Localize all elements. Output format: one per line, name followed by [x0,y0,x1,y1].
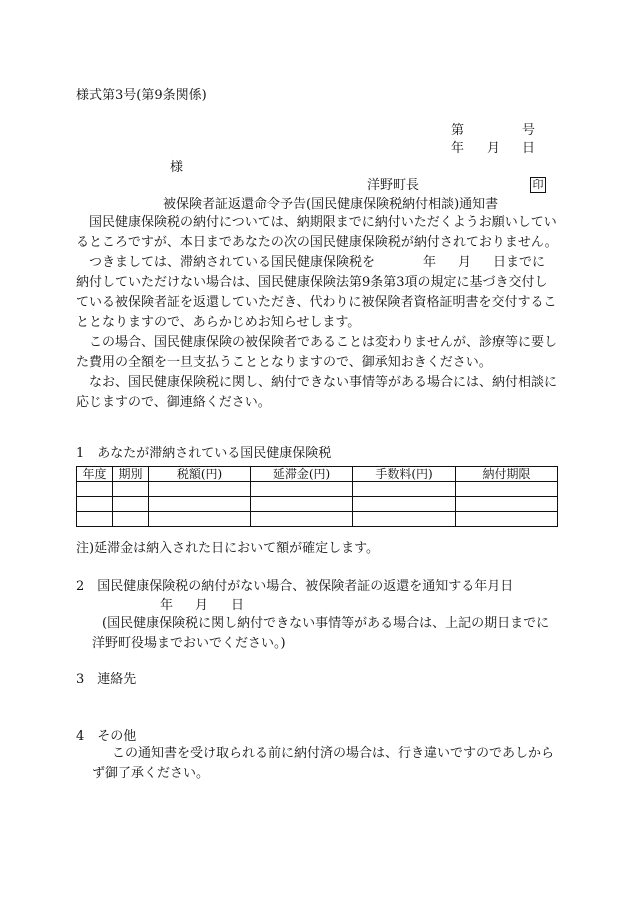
section-2-month-label: 月 [195,598,209,613]
table-cell [353,482,456,497]
issuer-name: 洋野町長 [367,178,420,193]
column-header: 年度 [77,467,113,482]
paragraph-2-part-b: 日までに納付していただけない場合は、国民健康保険法第9条第3項の規定に基づき交付している被保険者証を返還していただき、代わりに被保険者資格証明書を交付することとなりますので、あらかじめお知らせします。 [76,255,557,330]
section-4-text: この通知書を受け取られる前に納付済の場合は、行き違いですのであしからず御了承ください。 [92,746,555,781]
column-header: 延滞金(円) [251,467,353,482]
table-cell [149,482,251,497]
table-cell [353,512,456,527]
column-header: 期別 [113,467,149,482]
paragraph-3: この場合、国民健康保険の被保険者であることは変わりませんが、診療等に要した費用の全額を一旦支払うこととなりますので、御承知おきください。 [76,335,558,370]
number-dai: 第 [451,123,465,138]
table-header-row [77,467,558,482]
column-header: 税額(円) [149,467,251,482]
table-cell [77,482,113,497]
addressee-honorific: 様 [170,160,184,175]
table-cell [353,497,456,512]
table-cell [149,497,251,512]
table-row [77,512,558,527]
table-row [77,482,558,497]
table-cell [77,497,113,512]
section-3-heading: 3 連絡先 [76,672,137,687]
date-year-label: 年 [451,141,465,156]
section-2-note: (国民健康保険税に関し納付できない事情等がある場合は、上記の期日までに洋野町役場までおいでください。) [92,616,550,651]
section-1-note: 注)延滞金は納入された日において額が確定します。 [76,541,380,556]
document-title: 被保険者証返還命令予告(国民健康保険税納付相談)通知書 [163,197,499,212]
table-cell [251,497,353,512]
form-reference: 様式第3号(第9条関係) [76,88,207,103]
section-2-heading: 2 国民健康保険税の納付がない場合、被保険者証の返還を通知する年月日 [76,579,514,594]
table-cell [456,482,558,497]
table-cell [113,512,149,527]
table-cell [251,512,353,527]
paragraph-2-part-a: つきましては、滞納されている国民健康保険税を [89,255,376,270]
table-cell [456,497,558,512]
table-cell [456,512,558,527]
table-cell [113,497,149,512]
paragraph-4: なお、国民健康保険税に関し、納付できない事情等がある場合には、納付相談に応じますので、御連絡ください。 [76,375,558,410]
section-4-heading: 4 その他 [76,729,137,744]
date-month-label: 月 [487,141,501,156]
table-cell [149,512,251,527]
section-2-day-label: 日 [231,598,245,613]
table-row [77,497,558,512]
date-day-label: 日 [522,141,536,156]
column-header: 手数料(円) [353,467,456,482]
table-cell [77,512,113,527]
table-cell [251,482,353,497]
paragraph-1: 国民健康保険税の納付については、納期限までに納付いただくようお願いしているところですが、本日まであなたの次の国民健康保険税が納付されておりません。 [76,215,558,250]
section-2-year-label: 年 [160,598,174,613]
official-seal-mark: 印 [530,177,546,193]
paragraph-2-year-label: 年 [423,255,437,270]
number-go: 号 [522,123,536,138]
column-header: 納付期限 [456,467,558,482]
section-1-heading: 1 あなたが滞納されている国民健康保険税 [76,446,332,461]
paragraph-2-month-label: 月 [458,255,472,270]
arrears-table [76,466,558,527]
table-cell [113,482,149,497]
paragraph-2 [76,253,558,333]
